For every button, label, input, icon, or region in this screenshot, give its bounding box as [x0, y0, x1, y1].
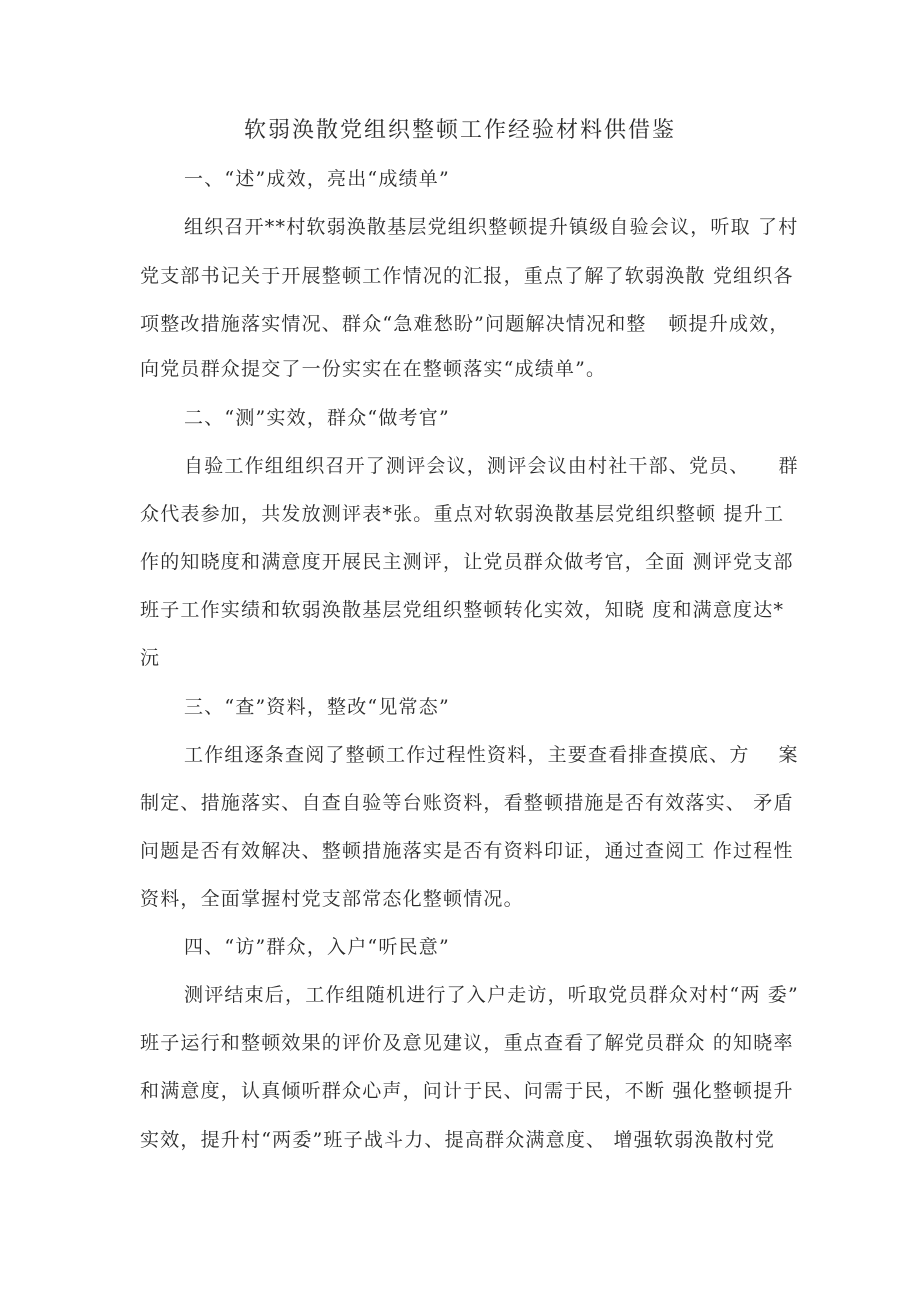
section-2-line-5: 沅 — [140, 647, 161, 669]
section-4-line-4: 实效，提升村“两委”班子战斗力、提高群众满意度、 增强软弱涣散村党 — [140, 1129, 776, 1151]
section-3-heading: 三、“查”资料，整改“见常态” — [184, 696, 450, 718]
section-2-line-2: 众代表参加，共发放测评表*张。重点对软弱涣散基层党组织整顿 提升工 — [140, 503, 785, 525]
page-title: 软弱涣散党组织整顿工作经验材料供借鉴 — [243, 118, 676, 143]
section-1-heading: 一、“述”成效，亮出“成绩单” — [184, 168, 450, 190]
section-1-line-2: 党支部书记关于开展整顿工作情况的汇报，重点了解了软弱涣散 党组织各 — [140, 265, 794, 287]
section-2-heading: 二、“测”实效，群众“做考官” — [184, 407, 450, 429]
section-3-line-3: 问题是否有效解决、整顿措施落实是否有资料印证，通过查阅工 作过程性 — [140, 840, 794, 862]
section-4-line-1: 测评结束后，工作组随机进行了入户走访，听取党员群众对村“两 委” — [184, 984, 799, 1006]
section-2-line-3: 作的知晓度和满意度开展民主测评，让党员群众做考官，全面 测评党支部 — [140, 551, 794, 573]
section-3-line-4: 资料，全面掌握村党支部常态化整顿情况。 — [140, 888, 524, 910]
section-2-line-1: 自验工作组组织召开了测评会议，测评会议由村社干部、党员、 群 — [184, 455, 799, 477]
section-1-line-3: 项整改措施落实情况、群众“急难愁盼”问题解决情况和整 顿提升成效， — [140, 313, 790, 335]
section-4-line-2: 班子运行和整顿效果的评价及意见建议，重点查看了解党员群众 的知晓率 — [140, 1032, 794, 1054]
section-4-heading: 四、“访”群众，入户“听民意” — [184, 936, 450, 958]
section-1-line-1: 组织召开**村软弱涣散基层党组织整顿提升镇级自验会议，听取 了村 — [184, 216, 799, 238]
section-2-line-4: 班子工作实绩和软弱涣散基层党组织整顿转化实效，知晓 度和满意度达* — [140, 599, 785, 621]
section-4-line-3: 和满意度，认真倾听群众心声，问计于民、问需于民，不断 强化整顿提升 — [140, 1080, 794, 1102]
section-3-line-1: 工作组逐条查阅了整顿工作过程性资料，主要查看排查摸底、方 案 — [184, 744, 799, 766]
section-1-line-4: 向党员群众提交了一份实实在在整顿落实“成绩单”。 — [140, 358, 607, 380]
section-3-line-2: 制定、措施落实、自查自验等台账资料，看整顿措施是否有效落实、 矛盾 — [140, 792, 794, 814]
